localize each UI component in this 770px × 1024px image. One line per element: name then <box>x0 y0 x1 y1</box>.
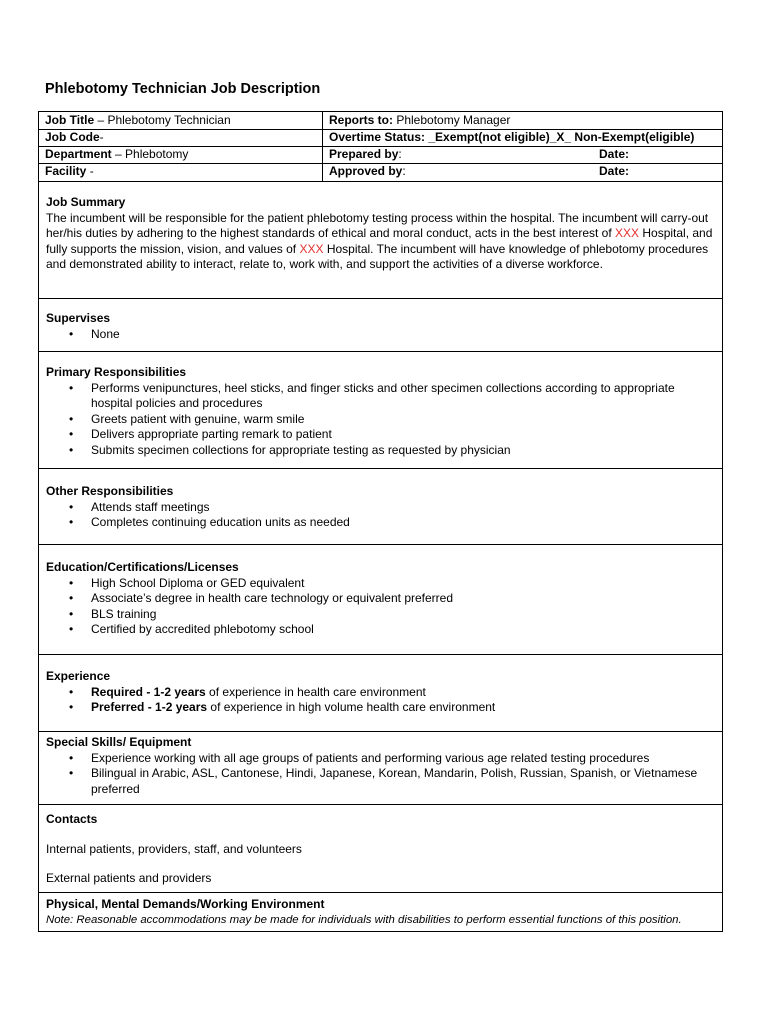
prepared-date-label: Date: <box>599 147 630 161</box>
department-row <box>39 146 322 164</box>
list-item <box>46 700 716 716</box>
job-summary-text-part-3: Hospital. The incumbent will have knowledge of phlebotomy procedures and demonstrated ability to interact, relate to, work with, and support the activities of a diverse workforce. <box>46 241 709 271</box>
prepared-by-row <box>323 146 722 164</box>
experience-preferred-label: Preferred - 1-2 years <box>91 700 208 714</box>
supervises-list <box>46 327 716 343</box>
hospital-name-placeholder: XXX <box>299 241 324 256</box>
approved-by-value: : <box>402 164 406 178</box>
job-summary-text-part-2: Hospital, and fully supports the mission, vision, and values of <box>46 226 713 256</box>
primary-responsibilities-list <box>46 381 716 459</box>
prepared-by-label: Prepared by <box>329 147 399 161</box>
job-title-label: Job Title <box>45 113 95 127</box>
overtime-status-row <box>323 129 722 147</box>
physical-demands-heading: Physical, Mental Demands/Working Environment <box>46 897 325 911</box>
list-item: • Certified by accredited phlebotomy school <box>46 622 716 638</box>
education-list <box>46 576 716 638</box>
accommodations-note: Note: Reasonable accommodations may be made for individuals with disabilities to perform essential functions of this position. <box>46 913 682 926</box>
prepared-by-value: : <box>398 147 402 161</box>
overtime-status-value: _Exempt(not eligible)_X_ Non-Exempt(eligible) <box>425 130 695 144</box>
job-code-value: - <box>99 130 104 144</box>
list-item: • Submits specimen collections for appropriate testing as requested by physician <box>46 443 716 459</box>
department-value: – Phlebotomy <box>111 147 189 161</box>
facility-row <box>39 163 322 180</box>
other-responsibilities-section <box>39 469 722 545</box>
job-summary-text <box>46 211 716 273</box>
document-title: Phlebotomy Technician Job Description <box>45 81 321 97</box>
supervises-section <box>39 299 722 352</box>
facility-value: - <box>86 164 94 178</box>
education-section <box>39 545 722 655</box>
department-label: Department <box>45 147 112 161</box>
experience-list <box>46 685 716 716</box>
job-title-row <box>39 112 322 130</box>
experience-section <box>39 655 722 732</box>
job-description-form <box>38 111 723 932</box>
overtime-status-label: Overtime Status: <box>329 130 426 144</box>
list-item <box>46 685 716 701</box>
job-title-value: – Phlebotomy Technician <box>94 113 231 127</box>
list-item: • Bilingual in Arabic, ASL, Cantonese, Hindi, Japanese, Korean, Mandarin, Polish, Russian, Spanish, or Vietnamese preferred <box>46 766 716 797</box>
contacts-external: External patients and providers <box>46 871 212 885</box>
special-skills-list <box>46 751 716 798</box>
header-grid <box>39 112 722 182</box>
special-skills-heading: Special Skills/ Equipment <box>46 735 192 749</box>
primary-responsibilities-heading: Primary Responsibilities <box>46 365 187 379</box>
experience-preferred-text: of experience in high volume health care environment <box>207 700 496 714</box>
job-summary-heading: Job Summary <box>46 195 126 209</box>
job-code-row <box>39 129 322 147</box>
special-skills-section <box>39 732 722 805</box>
hospital-name-placeholder: XXX <box>615 226 640 240</box>
header-right-column <box>323 112 722 181</box>
list-item: • Attends staff meetings <box>46 500 716 516</box>
contacts-heading: Contacts <box>46 812 98 826</box>
other-responsibilities-list <box>46 500 716 531</box>
approved-date-label: Date: <box>599 164 630 178</box>
list-item: • Delivers appropriate parting remark to patient <box>46 427 716 443</box>
physical-demands-section <box>39 893 722 931</box>
contacts-section <box>39 805 722 893</box>
list-item: • Greets patient with genuine, warm smile <box>46 412 716 428</box>
supervises-heading: Supervises <box>46 311 111 325</box>
contacts-internal: Internal patients, providers, staff, and volunteers <box>46 841 302 856</box>
other-responsibilities-heading: Other Responsibilities <box>46 484 174 498</box>
experience-required-label: Required - 1-2 years <box>91 684 206 699</box>
education-heading: Education/Certifications/Licenses <box>46 560 239 574</box>
facility-label: Facility <box>45 164 87 178</box>
approved-by-row <box>323 163 722 180</box>
list-item: • None <box>46 327 716 343</box>
list-item: • Associate’s degree in health care technology or equivalent preferred <box>46 591 716 607</box>
header-left-column <box>39 112 323 181</box>
experience-required-text: of experience in health care environment <box>205 684 426 699</box>
list-item: • High School Diploma or GED equivalent <box>46 576 716 592</box>
reports-to-value: Phlebotomy Manager <box>393 113 511 127</box>
primary-responsibilities-section <box>39 352 722 469</box>
list-item: • Performs venipunctures, heel sticks, and finger sticks and other specimen collections according to appropriate hospital policies and procedures <box>46 381 716 412</box>
list-item: • BLS training <box>46 607 716 623</box>
list-item: • Experience working with all age groups of patients and performing various age related testing procedures <box>46 751 716 767</box>
experience-heading: Experience <box>46 669 111 683</box>
list-item: • Completes continuing education units as needed <box>46 515 716 531</box>
job-code-label: Job Code <box>45 130 100 144</box>
job-summary-section <box>39 181 722 299</box>
reports-to-row <box>323 112 722 130</box>
approved-by-label: Approved by <box>329 164 403 178</box>
job-summary-text-part-1: The incumbent will be responsible for the patient phlebotomy testing process within the hospital. The incumbent will carry-out her/his duties by adhering to the highest standards of ethical and moral conduct, acts in the best interest of <box>46 210 709 240</box>
reports-to-label: Reports to: <box>329 113 393 127</box>
